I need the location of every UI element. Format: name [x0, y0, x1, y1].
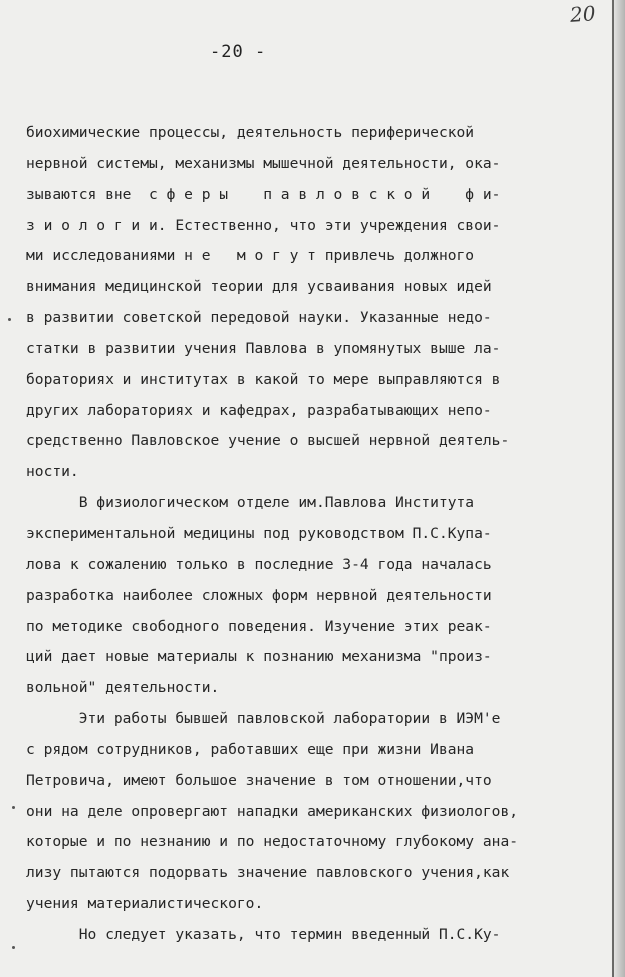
paper-speck	[12, 946, 15, 949]
text-line: статки в развитии учения Павлова в упомянутых выше ла-	[26, 339, 501, 357]
text-line: они на деле опровергают нападки американских физиологов,	[26, 802, 519, 820]
text-line: с рядом сотрудников, работавших еще при жизни Ивана	[26, 740, 475, 758]
text-line: В физиологическом отделе им.Павлова Института	[26, 494, 475, 512]
text-line: Эти работы бывшей павловской лаборатории в ИЭМ'е	[26, 710, 501, 728]
handwritten-page-number: 20	[569, 1, 597, 27]
page-edge	[612, 0, 614, 977]
text-line: лизу пытаются подорвать значение павловского учения,как	[26, 864, 510, 882]
text-line: по методике свободного поведения. Изучение этих реак-	[26, 617, 492, 635]
typed-page-number: -20 -	[210, 42, 267, 62]
text-line: в развитии советской передовой науки. Указанные недо-	[26, 309, 492, 327]
text-line: которые и по незнанию и по недостаточному глубокому ана-	[26, 833, 519, 851]
text-line: ности.	[26, 463, 79, 481]
text-line: лова к сожалению только в последние 3-4 года началась	[26, 555, 492, 573]
paper-speck	[8, 318, 11, 321]
text-line: бораториях и институтах в какой то мере выправляются в	[26, 370, 501, 388]
text-line: учения материалистического.	[26, 895, 264, 913]
text-line: биохимические процессы, деятельность периферической	[26, 124, 475, 141]
text-line: з и о л о г и и. Естественно, что эти учреждения свои-	[26, 216, 501, 234]
text-line: внимания медицинской теории для усваивания новых идей	[26, 278, 492, 296]
text-line: вольной" деятельности.	[26, 679, 220, 697]
text-line: Но следует указать, что термин введенный П.С.Ку-	[26, 925, 501, 943]
document-body	[26, 118, 611, 951]
text-line: средственно Павловское учение о высшей нервной деятель-	[26, 432, 510, 450]
text-line: других лабораториях и кафедрах, разрабатывающих непо-	[26, 401, 492, 419]
text-line: Петровича, имеют большое значение в том отношении,что	[26, 771, 492, 789]
text-line: зываются вне с ф е р ы п а в л о в с к о й ф и-	[26, 185, 501, 203]
text-line: разработка наиболее сложных форм нервной деятельности	[26, 586, 492, 604]
paper-speck	[12, 806, 15, 809]
text-line: ций дает новые материалы к познанию механизма "произ-	[26, 648, 492, 666]
text-line: ми исследованиями н е м о г у т привлечь должного	[26, 247, 475, 265]
text-line: нервной системы, механизмы мышечной деятельности, ока-	[26, 154, 501, 172]
text-line: экспериментальной медицины под руководством П.С.Купа-	[26, 524, 492, 542]
